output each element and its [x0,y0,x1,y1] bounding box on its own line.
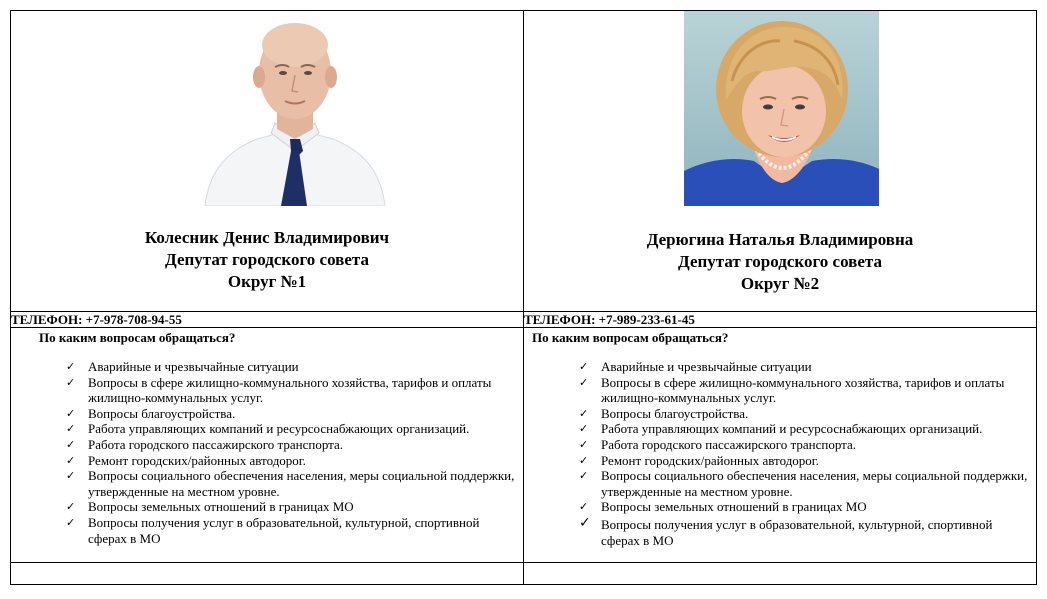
checkmark-icon: ✓ [579,437,589,451]
deputy-info-2 [524,229,1036,295]
empty-cell-1 [11,563,524,585]
topic-text: Работа управляющих компаний и ресурсоснабжающих организаций. [601,421,983,437]
checkmark-icon: ✓ [579,360,589,373]
checkmark-icon: ✓ [66,406,76,420]
topics-list-1 [11,359,523,546]
phone-row [11,312,1037,328]
deputy-info-1 [11,227,523,293]
topics-list-2 [524,359,1036,548]
deputy-district: Округ №1 [227,272,307,291]
topic-text: Вопросы в сфере жилищно-коммунального хозяйства, тарифов и оплаты жилищно-коммунальных услуг. [88,374,492,406]
deputies-table [10,10,1037,585]
list-item [524,359,1036,375]
deputy-profile-cell-2 [524,11,1037,312]
topics-cell-1 [11,328,524,563]
list-item [524,453,1036,469]
checkmark-icon: ✓ [579,375,589,389]
checkmark-icon: ✓ [66,500,76,514]
deputy-name: Колесник Денис Владимирович [144,228,390,247]
empty-cell-2 [524,563,1037,585]
deputy-position: Депутат городского совета [165,250,369,269]
deputy-name: Дерюгина Наталья Владимировна [646,230,914,249]
list-item [524,468,1036,499]
list-item [11,499,523,515]
list-item [11,406,523,422]
deputy-photo-2 [684,11,879,206]
topic-text: Аварийные и чрезвычайные ситуации [88,359,299,374]
list-item [11,359,523,375]
topic-text: Ремонт городских/районных автодорог. [601,452,819,468]
checkmark-icon: ✓ [66,437,76,451]
woman-portrait-image [684,11,879,206]
checkmark-icon: ✓ [66,453,76,467]
list-item [11,515,523,546]
list-item [524,406,1036,422]
topic-text: Ремонт городских/районных автодорог. [88,452,306,468]
deputy-phone-1: ТЕЛЕФОН: +7-978-708-94-55 [11,312,524,328]
checkmark-icon: ✓ [579,406,589,420]
checkmark-icon: ✓ [579,469,589,483]
topic-text: Вопросы земельных отношений в границах МО [601,499,867,515]
list-item [11,468,523,499]
deputy-position: Депутат городского совета [678,252,882,271]
topic-text: Работа городского пассажирского транспорта. [88,436,344,452]
deputy-phone-2: ТЕЛЕФОН: +7-989-233-61-45 [524,312,1037,328]
checkmark-icon: ✓ [66,515,76,529]
checkmark-icon: ✓ [579,453,589,467]
topics-cell-2 [524,328,1037,563]
topic-text: Вопросы получения услуг в образовательной, культурной, спортивной сферах в МО [601,516,993,548]
topic-text: Вопросы в сфере жилищно-коммунального хозяйства, тарифов и оплаты жилищно-коммунальных услуг. [601,374,1005,406]
topic-text: Вопросы социального обеспечения населения, меры социальной поддержки, утвержденные на местном уровне. [88,468,515,499]
deputy-photo-1 [197,11,392,206]
list-item [524,421,1036,437]
checkmark-icon: ✓ [579,422,589,436]
list-item [11,453,523,469]
topic-text: Вопросы благоустройства. [88,405,236,421]
list-item [524,499,1036,515]
topics-title: По каким вопросам обращаться? [532,330,729,345]
list-item [524,437,1036,453]
list-item [11,437,523,453]
checkmark-icon: ✓ [579,500,589,514]
topic-text: Аварийные и чрезвычайные ситуации [601,359,812,374]
topic-text: Вопросы земельных отношений в границах МО [88,499,354,515]
man-portrait-image [197,11,392,206]
profile-row [11,11,1037,312]
topics-title: По каким вопросам обращаться? [39,330,236,345]
topic-text: Вопросы социального обеспечения населения, меры социальной поддержки, утвержденные на местном уровне. [601,468,1028,499]
topic-text: Работа городского пассажирского транспорта. [601,436,857,452]
list-item [524,375,1036,406]
list-item [11,375,523,406]
checkmark-icon: ✓ [66,469,76,483]
checkmark-icon: ✓ [579,514,591,531]
checkmark-icon: ✓ [66,375,76,389]
list-item [11,421,523,437]
topics-row [11,328,1037,563]
checkmark-icon: ✓ [66,360,76,373]
list-item [524,514,1036,548]
deputy-district: Округ №2 [740,274,820,293]
checkmark-icon: ✓ [66,422,76,436]
deputy-profile-cell-1 [11,11,524,312]
topic-text: Работа управляющих компаний и ресурсоснабжающих организаций. [88,421,470,437]
topic-text: Вопросы получения услуг в образовательной, культурной, спортивной сферах в МО [88,514,480,546]
empty-row [11,563,1037,585]
topic-text: Вопросы благоустройства. [601,405,749,421]
